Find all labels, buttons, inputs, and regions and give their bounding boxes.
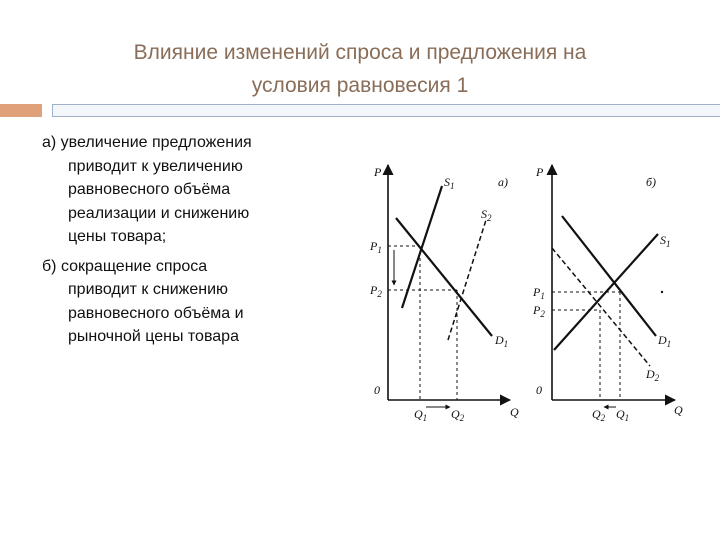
- title-rule-gap: [45, 104, 50, 117]
- panel-b-d1-label: $D_1$: [658, 333, 672, 349]
- panel-a-s2-label: $S_2$: [481, 207, 492, 223]
- panel-b-p-axis-label: P: [536, 165, 544, 179]
- panel-a-p2-label: $P_2$: [370, 283, 382, 299]
- supply-demand-svg: [340, 150, 700, 425]
- panel-a-q2-label: $Q_2$: [451, 407, 465, 423]
- panel-b-d2-label: $D_2$: [646, 367, 660, 383]
- bullet-list: [42, 131, 342, 355]
- bullet-line: приводит к увеличению: [68, 157, 243, 175]
- panel-a-panel-label: а): [498, 175, 508, 189]
- panel-a-d1-label: $D_1$: [495, 333, 509, 349]
- bullet-first-line: б) сокращение спроса: [42, 257, 208, 275]
- panel-a-q-axis-label: Q: [510, 405, 519, 419]
- panel-b-p1-label: $P_1$: [533, 285, 545, 301]
- panel-a-p-axis-label: P: [374, 165, 382, 179]
- panel-b-p2-label: $P_2$: [533, 303, 545, 319]
- panel-b-q1-label: $Q_1$: [616, 407, 630, 423]
- bullet-line: реализации и снижению: [68, 204, 250, 222]
- slide-title-line-1: Влияние изменений спроса и предложения на: [133, 41, 587, 64]
- panel-a-q1-label: $Q_1$: [414, 407, 428, 423]
- bullet-first-line: а) увеличение предложения: [42, 134, 252, 151]
- title-rule-bar: [52, 104, 720, 117]
- slide-title: [60, 36, 660, 102]
- panel-a-p1-label: $P_1$: [370, 239, 382, 255]
- panel-b-dot: [661, 291, 663, 293]
- supply-demand-diagram: [340, 150, 700, 425]
- panel-b-panel-label: б): [646, 175, 657, 189]
- bullet-line: приводит к снижению: [68, 281, 229, 298]
- panel-b-s1-label: $S_1$: [660, 233, 671, 249]
- panel-b-q-axis-label: Q: [674, 403, 683, 417]
- slide-title-line-2: условия равновесия 1: [251, 74, 469, 97]
- bullet-item-supply-increase: [42, 131, 342, 249]
- bullet-line: рыночной цены товара: [68, 328, 239, 345]
- panel-a: [369, 165, 519, 423]
- panel-b-q2-label: $Q_2$: [592, 407, 606, 423]
- title-rule-accent: [0, 104, 42, 117]
- panel-b-origin-label: 0: [536, 383, 542, 397]
- panel-a-d1-curve: [396, 218, 492, 336]
- bullet-item-demand-decrease: [42, 255, 342, 349]
- panel-b: [532, 165, 683, 423]
- bullet-line: равновесного объёма: [68, 181, 231, 198]
- bullet-line: равновесного объёма и: [68, 304, 244, 322]
- panel-a-origin-label: 0: [374, 383, 380, 397]
- panel-a-s1-label: $S_1$: [444, 175, 455, 191]
- bullet-line: цены товара;: [68, 228, 167, 245]
